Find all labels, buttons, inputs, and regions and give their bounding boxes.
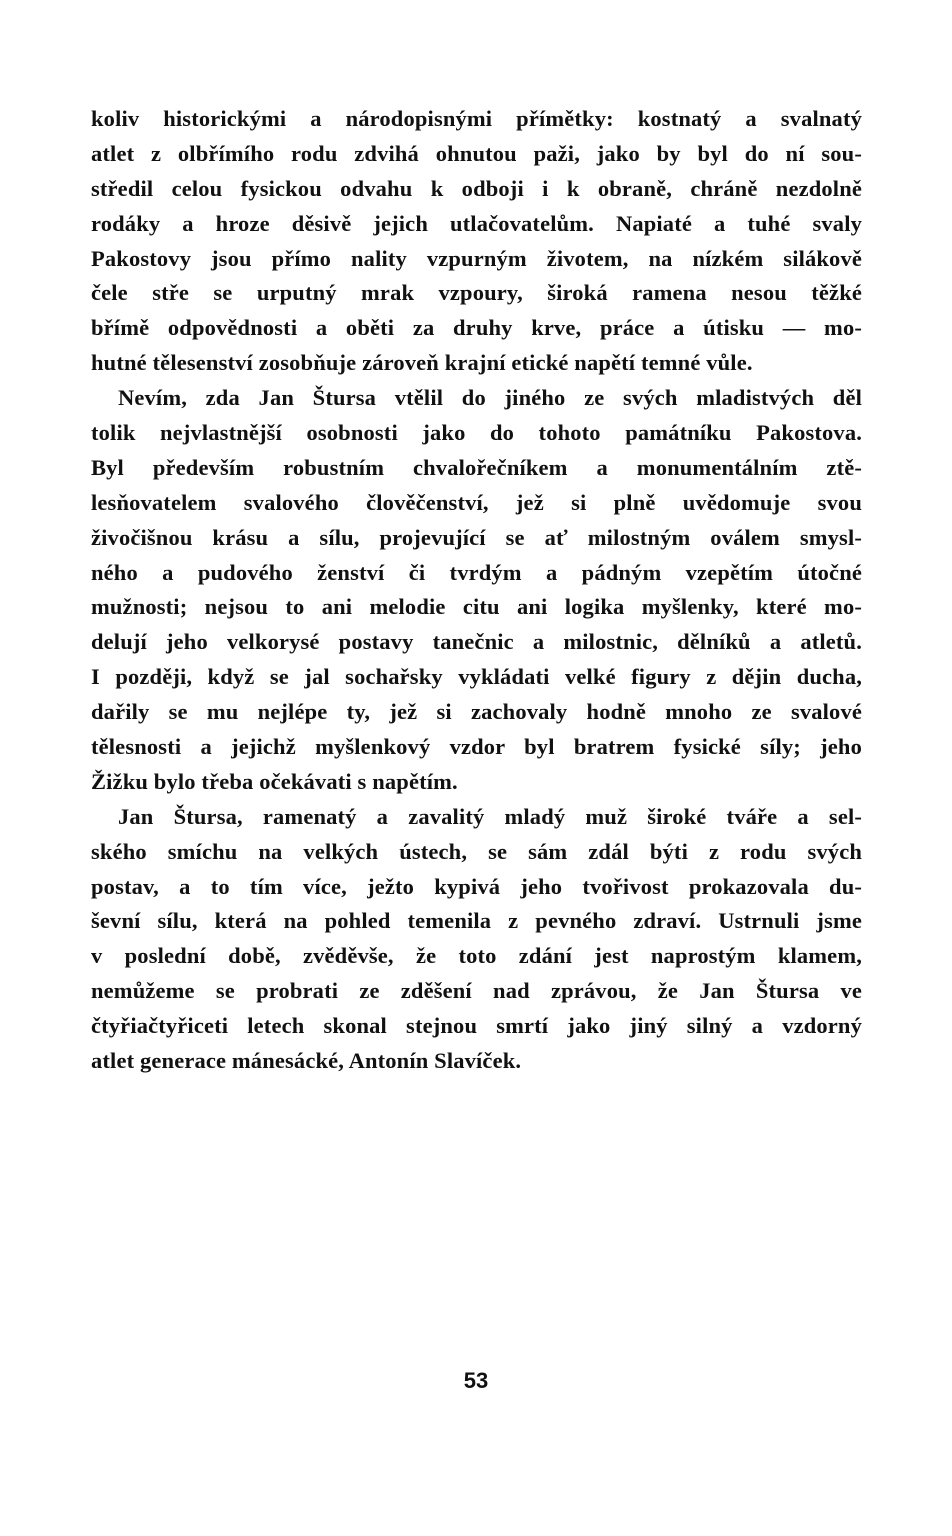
paragraph (91, 102, 862, 381)
text-line: nemůžeme se probrati ze zděšení nad zprávou, že Jan Štursa ve (91, 978, 862, 1004)
paragraph (91, 800, 862, 1079)
text-line: atlet z olbřímího rodu zdvihá ohnutou paži, jako by byl do ní sou- (91, 140, 862, 166)
text-line: ného a pudového ženství či tvrdým a pádným vzepětím útočné (91, 559, 862, 585)
text-line: Pakostovy jsou přímo nality vzpurným životem, na nízkém silákově (91, 245, 862, 271)
text-line: dařily se mu nejlépe ty, jež si zachovaly hodně mnoho ze svalové (91, 699, 862, 725)
text-line: koliv historickými a národopisnými přímětky: kostnatý a svalnatý (91, 106, 862, 131)
text-line: Byl především robustním chvalořečníkem a monumentálním ztě- (91, 454, 862, 480)
text-line: delují jeho velkorysé postavy tanečnic a milostnic, dělníků a atletů. (91, 629, 862, 655)
body-text (91, 102, 862, 1079)
text-line: lesňovatelem svalového člověčenství, jež si plně uvědomuje svou (91, 489, 862, 515)
text-line: atlet generace mánesácké, Antonín Slavíček. (91, 1048, 522, 1074)
text-line: středil celou fysickou odvahu k odboji i k obraně, chráně nezdolně (91, 175, 862, 201)
text-line: živočišnou krásu a sílu, projevující se ať milostným oválem smysl- (91, 524, 862, 550)
text-line: čele stře se urputný mrak vzpoury, široká ramena nesou těžké (91, 280, 862, 306)
paragraph (91, 381, 862, 800)
text-line: Jan Štursa, ramenatý a zavalitý mladý muž široké tváře a sel- (118, 803, 862, 829)
text-line: tolik nejvlastnější osobnosti jako do tohoto památníku Pakostova. (91, 420, 862, 446)
text-line: Nevím, zda Jan Štursa vtělil do jiného ze svých mladistvých děl (118, 385, 862, 411)
text-line: tělesnosti a jejichž myšlenkový vzdor byl bratrem fysické síly; jeho (91, 734, 862, 760)
text-line: rodáky a hroze děsivě jejich utlačovatelům. Napiaté a tuhé svaly (91, 210, 862, 236)
text-line: ského smíchu na velkých ústech, se sám zdál býti z rodu svých (91, 838, 862, 864)
text-line: I později, když se jal sochařsky vykládati velké figury z dějin ducha, (91, 664, 862, 690)
text-line: ševní sílu, která na pohled temenila z pevného zdraví. Ustrnuli jsme (91, 908, 862, 934)
page-number: 53 (463, 1368, 489, 1393)
text-line: mužnosti; nejsou to ani melodie citu ani logika myšlenky, které mo- (91, 594, 862, 620)
text-line: hutné tělesenství zosobňuje zároveň krajní etické napětí temné vůle. (91, 350, 753, 376)
text-line: Žižku bylo třeba očekávati s napětím. (91, 768, 458, 794)
text-line: břímě odpovědnosti a oběti za druhy krve, práce a útisku — mo- (91, 315, 862, 341)
text-line: v poslední době, zvěděvše, že toto zdání jest naprostým klamem, (91, 943, 862, 969)
text-line: postav, a to tím více, ježto kypivá jeho tvořivost prokazovala du- (91, 873, 862, 899)
text-line: čtyřiačtyřiceti letech skonal stejnou smrtí jako jiný silný a vzdorný (91, 1013, 862, 1039)
